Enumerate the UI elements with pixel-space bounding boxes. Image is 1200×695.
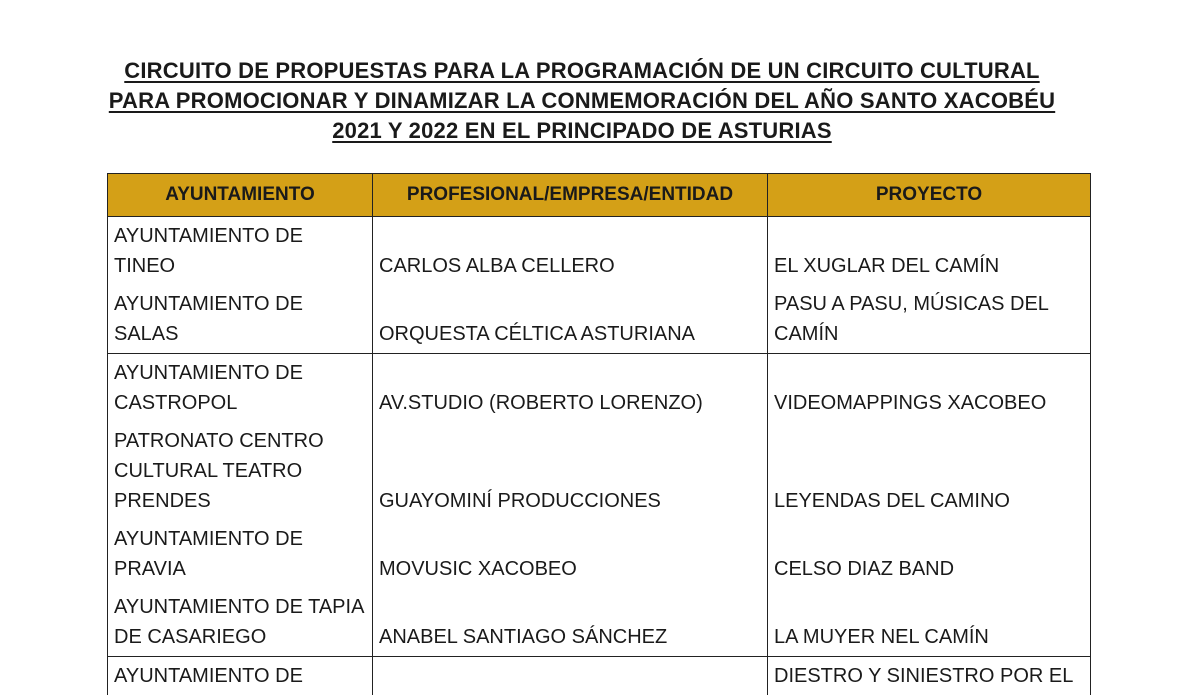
table-row [108,422,1091,520]
cell-ayuntamiento: AYUNTAMIENTO DE TINEO [108,217,373,286]
title-line-2: PARA PROMOCIONAR Y DINAMIZAR LA CONMEMORACIÓN DEL AÑO SANTO XACOBÉU [109,86,1055,116]
table-row [108,588,1091,657]
header-profesional: PROFESIONAL/EMPRESA/ENTIDAD [373,174,768,217]
cell-ayuntamiento: AYUNTAMIENTO DE SALAS [108,285,373,354]
cell-proyecto: DIESTRO Y SINIESTRO POR EL [768,657,1091,695]
cell-profesional: ANABEL SANTIAGO SÁNCHEZ [373,588,768,657]
cell-ayuntamiento: AYUNTAMIENTO DE TAPIA DE CASARIEGO [108,588,373,657]
table-header-row [108,174,1091,217]
table-row [108,520,1091,588]
cell-proyecto: LA MUYER NEL CAMÍN [768,588,1091,657]
title-line-1: CIRCUITO DE PROPUESTAS PARA LA PROGRAMACIÓN DE UN CIRCUITO CULTURAL [124,56,1039,86]
cell-profesional: MOVUSIC XACOBEO [373,520,768,588]
table-row [108,285,1091,354]
cell-profesional: AV.STUDIO (ROBERTO LORENZO) [373,354,768,423]
header-ayuntamiento: AYUNTAMIENTO [108,174,373,217]
programs-table [107,173,1090,695]
cell-proyecto: CELSO DIAZ BAND [768,520,1091,588]
cell-ayuntamiento: AYUNTAMIENTO DE [108,657,373,695]
table-row [108,657,1091,695]
title-line-3: 2021 Y 2022 EN EL PRINCIPADO DE ASTURIAS [332,116,832,146]
cell-proyecto: VIDEOMAPPINGS XACOBEO [768,354,1091,423]
cell-profesional: ORQUESTA CÉLTICA ASTURIANA [373,285,768,354]
header-proyecto: PROYECTO [768,174,1091,217]
table-row [108,354,1091,423]
cell-proyecto: EL XUGLAR DEL CAMÍN [768,217,1091,286]
cell-profesional [373,657,768,695]
cell-ayuntamiento: AYUNTAMIENTO DE PRAVIA [108,520,373,588]
cell-ayuntamiento: PATRONATO CENTRO CULTURAL TEATRO PRENDES [108,422,373,520]
cell-proyecto: LEYENDAS DEL CAMINO [768,422,1091,520]
cell-profesional: GUAYOMINÍ PRODUCCIONES [373,422,768,520]
cell-proyecto: PASU A PASU, MÚSICAS DEL CAMÍN [768,285,1091,354]
cell-profesional: CARLOS ALBA CELLERO [373,217,768,286]
table-row [108,217,1091,286]
document-title [0,56,1164,146]
cell-ayuntamiento: AYUNTAMIENTO DE CASTROPOL [108,354,373,423]
